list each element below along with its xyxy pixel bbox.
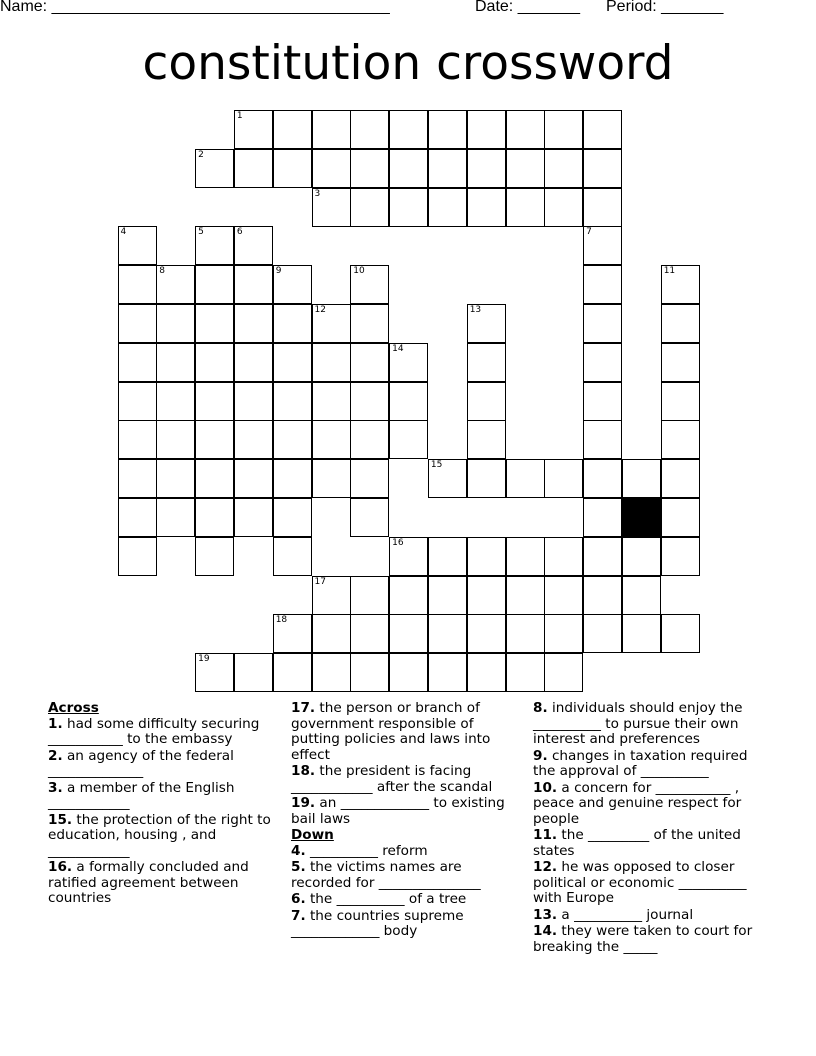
grid-cell[interactable] xyxy=(467,459,506,498)
grid-cell[interactable] xyxy=(544,537,583,576)
grid-cell[interactable] xyxy=(389,188,428,227)
clue-item-text: an agency of the federal ______________ xyxy=(48,747,234,780)
grid-cell[interactable] xyxy=(583,459,622,498)
clue-item-number: 9. xyxy=(533,747,548,764)
clue-item-number: 18. xyxy=(291,763,316,780)
grid-cell[interactable] xyxy=(350,653,389,692)
grid-cell[interactable] xyxy=(118,382,157,421)
clues-column-1 xyxy=(48,701,280,908)
grid-cell[interactable] xyxy=(506,614,545,653)
grid-cell[interactable] xyxy=(661,420,700,459)
grid-cell[interactable] xyxy=(467,653,506,692)
grid-cell[interactable] xyxy=(428,653,467,692)
grid-cell[interactable] xyxy=(195,537,234,576)
grid-cell[interactable] xyxy=(234,110,273,149)
grid-cell[interactable] xyxy=(156,498,195,537)
grid-cell[interactable] xyxy=(389,653,428,692)
clue-number: 19 xyxy=(198,654,210,665)
clue-item-text: the protection of the right to education, housing , and ____________ xyxy=(48,811,271,859)
grid-cell[interactable] xyxy=(118,498,157,537)
grid-cell[interactable] xyxy=(118,343,157,382)
grid-cell[interactable] xyxy=(234,304,273,343)
grid-cell[interactable] xyxy=(506,188,545,227)
grid-cell[interactable] xyxy=(583,226,622,265)
worksheet-header xyxy=(0,0,816,20)
grid-cell[interactable] xyxy=(583,188,622,227)
clue-number: 18 xyxy=(275,615,288,626)
period-field[interactable]: Period: _______ xyxy=(606,0,724,15)
grid-cell[interactable] xyxy=(273,382,312,421)
clue-number: 8 xyxy=(159,266,166,277)
grid-cell[interactable] xyxy=(428,459,467,498)
clue-number: 11 xyxy=(663,266,676,277)
clue-item xyxy=(291,860,521,891)
clue-item-number: 3. xyxy=(48,779,63,796)
grid-cell[interactable] xyxy=(350,110,389,149)
clue-item xyxy=(291,701,521,763)
grid-cell[interactable] xyxy=(118,304,157,343)
grid-cell[interactable] xyxy=(273,614,312,653)
grid-cell[interactable] xyxy=(583,614,622,653)
clue-number: 1 xyxy=(236,111,243,121)
grid-cell[interactable] xyxy=(544,459,583,498)
grid-cell[interactable] xyxy=(312,576,351,615)
grid-cell[interactable] xyxy=(234,265,273,304)
grid-cell[interactable] xyxy=(544,653,583,692)
grid-cell[interactable] xyxy=(583,420,622,459)
clue-item xyxy=(533,701,773,748)
clue-item-text: individuals should enjoy the __________ to pursue their own interest and preferences xyxy=(533,700,743,748)
grid-cell[interactable] xyxy=(661,614,700,653)
grid-cell[interactable] xyxy=(467,149,506,188)
grid-cell[interactable] xyxy=(118,265,157,304)
grid-cell[interactable] xyxy=(195,343,234,382)
grid-cell[interactable] xyxy=(661,459,700,498)
grid-cell[interactable] xyxy=(234,653,273,692)
clue-item-number: 11. xyxy=(533,827,558,844)
grid-cell[interactable] xyxy=(583,110,622,149)
grid-cell[interactable] xyxy=(350,576,389,615)
clue-item-text: the president is facing ____________ after the scandal xyxy=(291,763,493,795)
clue-item xyxy=(533,924,773,955)
clue-number: 12 xyxy=(314,305,326,315)
grid-cell[interactable] xyxy=(622,576,661,615)
clue-item-number: 16. xyxy=(48,859,73,876)
clue-item-text: a __________ journal xyxy=(561,906,694,923)
grid-cell[interactable] xyxy=(661,498,700,537)
grid-cell[interactable] xyxy=(583,382,622,421)
grid-cell[interactable] xyxy=(312,343,351,382)
grid-cell[interactable] xyxy=(583,576,622,615)
grid-cell[interactable] xyxy=(506,653,545,692)
clues-column-3 xyxy=(533,701,773,956)
grid-cell[interactable] xyxy=(350,420,389,459)
grid-cell[interactable] xyxy=(118,226,157,265)
grid-cell[interactable] xyxy=(156,459,195,498)
clue-item-number: 6. xyxy=(291,891,306,908)
clue-number: 4 xyxy=(120,227,127,238)
clue-item-text: changes in taxation required the approval of __________ xyxy=(533,747,748,780)
clue-item-number: 14. xyxy=(533,923,558,940)
grid-cell[interactable] xyxy=(583,265,622,304)
grid-cell[interactable] xyxy=(583,498,622,537)
grid-cell[interactable] xyxy=(234,459,273,498)
grid-cell[interactable] xyxy=(273,304,312,343)
grid-cell[interactable] xyxy=(156,420,195,459)
page-title: constitution crossword xyxy=(142,36,674,91)
clue-item-text: an _____________ to existing bail laws xyxy=(291,795,505,827)
grid-cell[interactable] xyxy=(428,188,467,227)
clue-item xyxy=(533,828,773,859)
name-field[interactable]: Name: ______________________________________ xyxy=(0,0,390,15)
clue-number: 16 xyxy=(392,537,404,548)
grid-cell[interactable] xyxy=(350,188,389,227)
grid-cell[interactable] xyxy=(622,459,661,498)
grid-cell[interactable] xyxy=(118,420,157,459)
grid-cell[interactable] xyxy=(195,226,234,265)
grid-cell[interactable] xyxy=(544,614,583,653)
date-field[interactable]: Date: _______ xyxy=(475,0,580,15)
clue-item-number: 7. xyxy=(291,907,306,924)
clue-item xyxy=(291,764,521,795)
clue-item-text: a formally concluded and ratified agreement between countries xyxy=(48,859,249,907)
grid-cell[interactable] xyxy=(195,149,234,188)
grid-cell[interactable] xyxy=(544,149,583,188)
black-cell xyxy=(622,498,661,537)
grid-cell[interactable] xyxy=(467,188,506,227)
clue-number: 13 xyxy=(469,305,482,315)
clue-item xyxy=(48,813,280,860)
grid-cell[interactable] xyxy=(350,343,389,382)
grid-cell[interactable] xyxy=(661,304,700,343)
grid-cell[interactable] xyxy=(312,149,351,188)
clue-item xyxy=(48,749,280,780)
grid-cell[interactable] xyxy=(195,420,234,459)
clue-item-text: he was opposed to closer political or economic __________ with Europe xyxy=(533,859,747,907)
grid-cell[interactable] xyxy=(273,110,312,149)
clue-item xyxy=(291,796,521,827)
clue-item-text: the countries supreme _____________ body xyxy=(291,907,464,940)
grid-cell[interactable] xyxy=(506,459,545,498)
grid-cell[interactable] xyxy=(195,304,234,343)
grid-cell[interactable] xyxy=(467,304,506,343)
grid-cell[interactable] xyxy=(195,498,234,537)
grid-cell[interactable] xyxy=(350,459,389,498)
clue-number: 17 xyxy=(314,576,326,587)
grid-cell[interactable] xyxy=(273,420,312,459)
grid-cell[interactable] xyxy=(661,265,700,304)
clue-item-number: 1. xyxy=(48,715,63,732)
grid-cell[interactable] xyxy=(273,537,312,576)
grid-cell[interactable] xyxy=(506,110,545,149)
grid-cell[interactable] xyxy=(661,382,700,421)
grid-cell[interactable] xyxy=(350,265,389,304)
grid-cell[interactable] xyxy=(312,420,351,459)
grid-cell[interactable] xyxy=(350,304,389,343)
clue-number: 2 xyxy=(198,149,204,160)
clue-item-number: 10. xyxy=(533,779,558,796)
grid-cell[interactable] xyxy=(312,382,351,421)
clue-item-text: the __________ of a tree xyxy=(309,891,467,908)
grid-cell[interactable] xyxy=(195,653,234,692)
grid-cell[interactable] xyxy=(389,343,428,382)
clue-item-text: a concern for ___________ , peace and genuine respect for people xyxy=(533,779,742,827)
clue-item-number: 19. xyxy=(291,795,316,812)
clue-item xyxy=(533,860,773,907)
grid-cell[interactable] xyxy=(389,420,428,459)
grid-cell[interactable] xyxy=(234,343,273,382)
clue-item-text: a member of the English ____________ xyxy=(48,779,235,812)
grid-cell[interactable] xyxy=(389,614,428,653)
grid-cell[interactable] xyxy=(312,653,351,692)
clue-number: 5 xyxy=(198,227,204,238)
grid-cell[interactable] xyxy=(544,110,583,149)
clue-item-text: the _________ of the united states xyxy=(533,827,741,859)
clue-item-number: 17. xyxy=(291,700,316,716)
grid-cell[interactable] xyxy=(350,614,389,653)
grid-cell[interactable] xyxy=(118,537,157,576)
grid-cell[interactable] xyxy=(312,188,351,227)
grid-cell[interactable] xyxy=(428,576,467,615)
grid-cell[interactable] xyxy=(273,459,312,498)
grid-cell[interactable] xyxy=(506,576,545,615)
clue-number: 15 xyxy=(430,460,443,471)
grid-cell[interactable] xyxy=(234,382,273,421)
clue-item xyxy=(533,781,773,828)
grid-cell[interactable] xyxy=(195,265,234,304)
grid-cell[interactable] xyxy=(312,304,351,343)
grid-cell[interactable] xyxy=(350,382,389,421)
clue-item xyxy=(533,749,773,780)
across-heading: Across xyxy=(48,700,99,716)
grid-cell[interactable] xyxy=(156,265,195,304)
grid-cell[interactable] xyxy=(156,304,195,343)
clue-item-number: 15. xyxy=(48,811,73,828)
grid-cell[interactable] xyxy=(622,537,661,576)
grid-cell[interactable] xyxy=(467,420,506,459)
clue-item-number: 8. xyxy=(533,700,548,716)
grid-cell[interactable] xyxy=(467,110,506,149)
clue-item xyxy=(291,892,521,908)
clue-number: 6 xyxy=(236,227,243,238)
clue-item-number: 13. xyxy=(533,906,558,923)
grid-cell[interactable] xyxy=(350,149,389,188)
grid-cell[interactable] xyxy=(583,304,622,343)
grid-cell[interactable] xyxy=(156,382,195,421)
grid-cell[interactable] xyxy=(467,382,506,421)
grid-cell[interactable] xyxy=(118,459,157,498)
grid-cell[interactable] xyxy=(428,614,467,653)
clue-item-text: had some difficulty securing ___________ to the embassy xyxy=(48,715,260,748)
clue-item-text: the person or branch of government responsible of putting policies and laws into effect xyxy=(291,700,491,763)
grid-cell[interactable] xyxy=(350,498,389,537)
grid-cell[interactable] xyxy=(583,537,622,576)
grid-cell[interactable] xyxy=(312,110,351,149)
grid-cell[interactable] xyxy=(622,614,661,653)
grid-cell[interactable] xyxy=(312,614,351,653)
grid-cell[interactable] xyxy=(273,498,312,537)
clue-item-number: 4. xyxy=(291,842,306,859)
clue-item-number: 2. xyxy=(48,747,63,764)
clue-number: 14 xyxy=(392,343,404,354)
grid-cell[interactable] xyxy=(544,576,583,615)
grid-cell[interactable] xyxy=(234,226,273,265)
grid-cell[interactable] xyxy=(428,110,467,149)
grid-cell[interactable] xyxy=(661,343,700,382)
clue-item-number: 5. xyxy=(291,859,306,876)
grid-cell[interactable] xyxy=(389,110,428,149)
clue-item-text: they were taken to court for breaking the _____ xyxy=(533,923,753,955)
grid-cell[interactable] xyxy=(428,149,467,188)
grid-cell[interactable] xyxy=(544,188,583,227)
clue-item xyxy=(533,908,773,924)
clue-item xyxy=(291,844,521,860)
grid-cell[interactable] xyxy=(389,149,428,188)
grid-cell[interactable] xyxy=(156,343,195,382)
grid-cell[interactable] xyxy=(273,653,312,692)
grid-cell[interactable] xyxy=(467,576,506,615)
grid-cell[interactable] xyxy=(389,382,428,421)
clue-number: 10 xyxy=(353,266,365,277)
grid-cell[interactable] xyxy=(428,537,467,576)
grid-cell[interactable] xyxy=(312,459,351,498)
clue-number: 7 xyxy=(586,227,592,238)
grid-cell[interactable] xyxy=(195,459,234,498)
down-heading: Down xyxy=(291,827,334,844)
grid-cell[interactable] xyxy=(506,149,545,188)
clue-item xyxy=(291,909,521,940)
grid-cell[interactable] xyxy=(661,537,700,576)
grid-cell[interactable] xyxy=(234,420,273,459)
grid-cell[interactable] xyxy=(273,149,312,188)
grid-cell[interactable] xyxy=(467,614,506,653)
grid-cell[interactable] xyxy=(583,149,622,188)
clues-column-2 xyxy=(291,701,521,940)
grid-cell[interactable] xyxy=(389,576,428,615)
grid-cell[interactable] xyxy=(234,498,273,537)
grid-cell[interactable] xyxy=(195,382,234,421)
grid-cell[interactable] xyxy=(389,537,428,576)
grid-cell[interactable] xyxy=(506,537,545,576)
clue-item xyxy=(48,860,280,907)
clue-item-number: 12. xyxy=(533,859,558,876)
clue-item-text: the victims names are recorded for _______________ xyxy=(291,859,481,891)
grid-cell[interactable] xyxy=(273,265,312,304)
clue-item xyxy=(48,717,280,748)
clue-number: 9 xyxy=(275,266,282,277)
grid-cell[interactable] xyxy=(273,343,312,382)
clue-number: 3 xyxy=(314,188,321,199)
grid-cell[interactable] xyxy=(583,343,622,382)
clue-item-text: __________ reform xyxy=(309,842,428,859)
clue-item xyxy=(48,781,280,812)
grid-cell[interactable] xyxy=(467,343,506,382)
grid-cell[interactable] xyxy=(467,537,506,576)
grid-cell[interactable] xyxy=(234,149,273,188)
